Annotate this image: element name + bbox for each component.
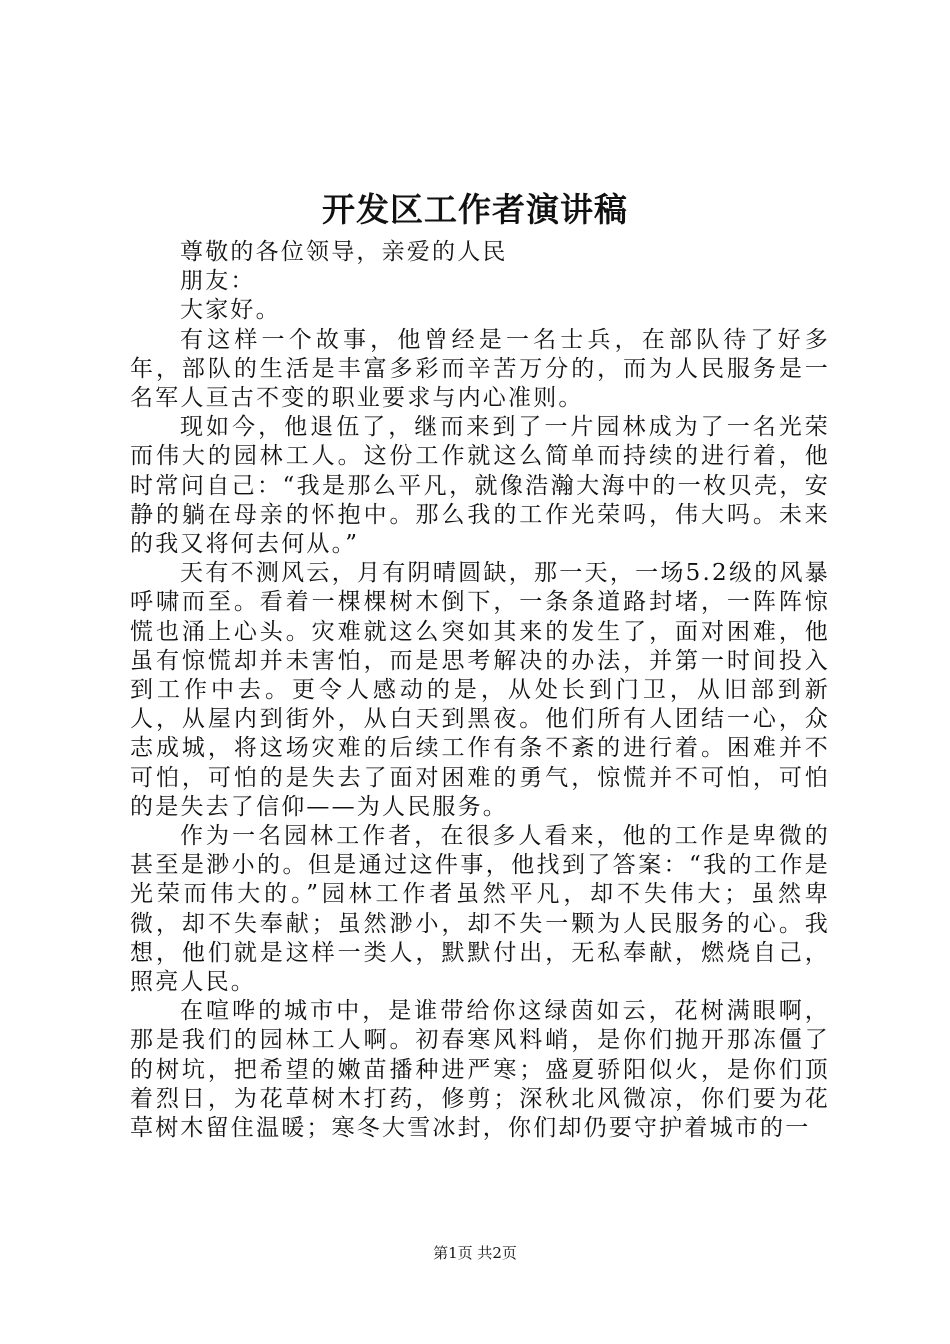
document-title: 开发区工作者演讲稿 (322, 190, 628, 229)
paragraph: 有这样一个故事，他曾经是一名士兵，在部队待了好多年，部队的生活是丰富多彩而辛苦万分的，而为人民服务是一名军人亘古不变的职业要求与内心准则。 (130, 326, 830, 412)
paragraph: 现如今，他退伍了，继而来到了一片园林成为了一名光荣而伟大的园林工人。这份工作就这么简单而持续的进行着，他时常问自己：“我是那么平凡，就像浩瀚大海中的一枚贝壳，安静的躺在母亲的怀抱中。那么我的工作光荣吗，伟大吗。未来的我又将何去何从。” (130, 414, 830, 558)
page-number-footer: 第1页 共2页 (433, 1244, 517, 1262)
paragraph-salutation: 尊敬的各位领导，亲爱的人民 (180, 239, 508, 265)
paragraph-salutation-cont: 朋友： (180, 268, 256, 295)
paragraph: 在喧哗的城市中，是谁带给你这绿茵如云，花树满眼啊，那是我们的园林工人啊。初春寒风料峭，是你们抛开那冻僵了的树坑，把希望的嫩苗播种进严寒；盛夏骄阳似火，是你们顶着烈日，为花草树木打药，修剪；深秋北风微凉，你们要为花草树木留住温暖；寒冬大雪冰封，你们却仍要守护着城市的一 (130, 998, 830, 1142)
document-body (130, 238, 830, 1143)
paragraph: 作为一名园林工作者，在很多人看来，他的工作是卑微的甚至是渺小的。但是通过这件事，他找到了答案：“我的工作是光荣而伟大的。”园林工作者虽然平凡，却不失伟大；虽然卑微，却不失奉献；虽然渺小，却不失一颗为人民服务的心。我想，他们就是这样一类人，默默付出，无私奉献，燃烧自己，照亮人民。 (130, 823, 830, 996)
paragraph-greeting: 大家好。 (180, 297, 281, 324)
paragraph: 天有不测风云，月有阴晴圆缺，那一天，一场5.2级的风暴呼啸而至。看着一棵棵树木倒下，一条条道路封堵，一阵阵惊慌也涌上心头。灾难就这么突如其来的发生了，面对困难，他虽有惊慌却并未害怕，而是思考解决的办法，并第一时间投入到工作中去。更令人感动的是，从处长到门卫，从旧部到新人，从屋内到街外，从白天到黑夜。他们所有人团结一心，众志成城，将这场灾难的后续工作有条不紊的进行着。困难并不可怕，可怕的是失去了面对困难的勇气，惊慌并不可怕，可怕的是失去了信仰——为人民服务。 (130, 560, 830, 820)
